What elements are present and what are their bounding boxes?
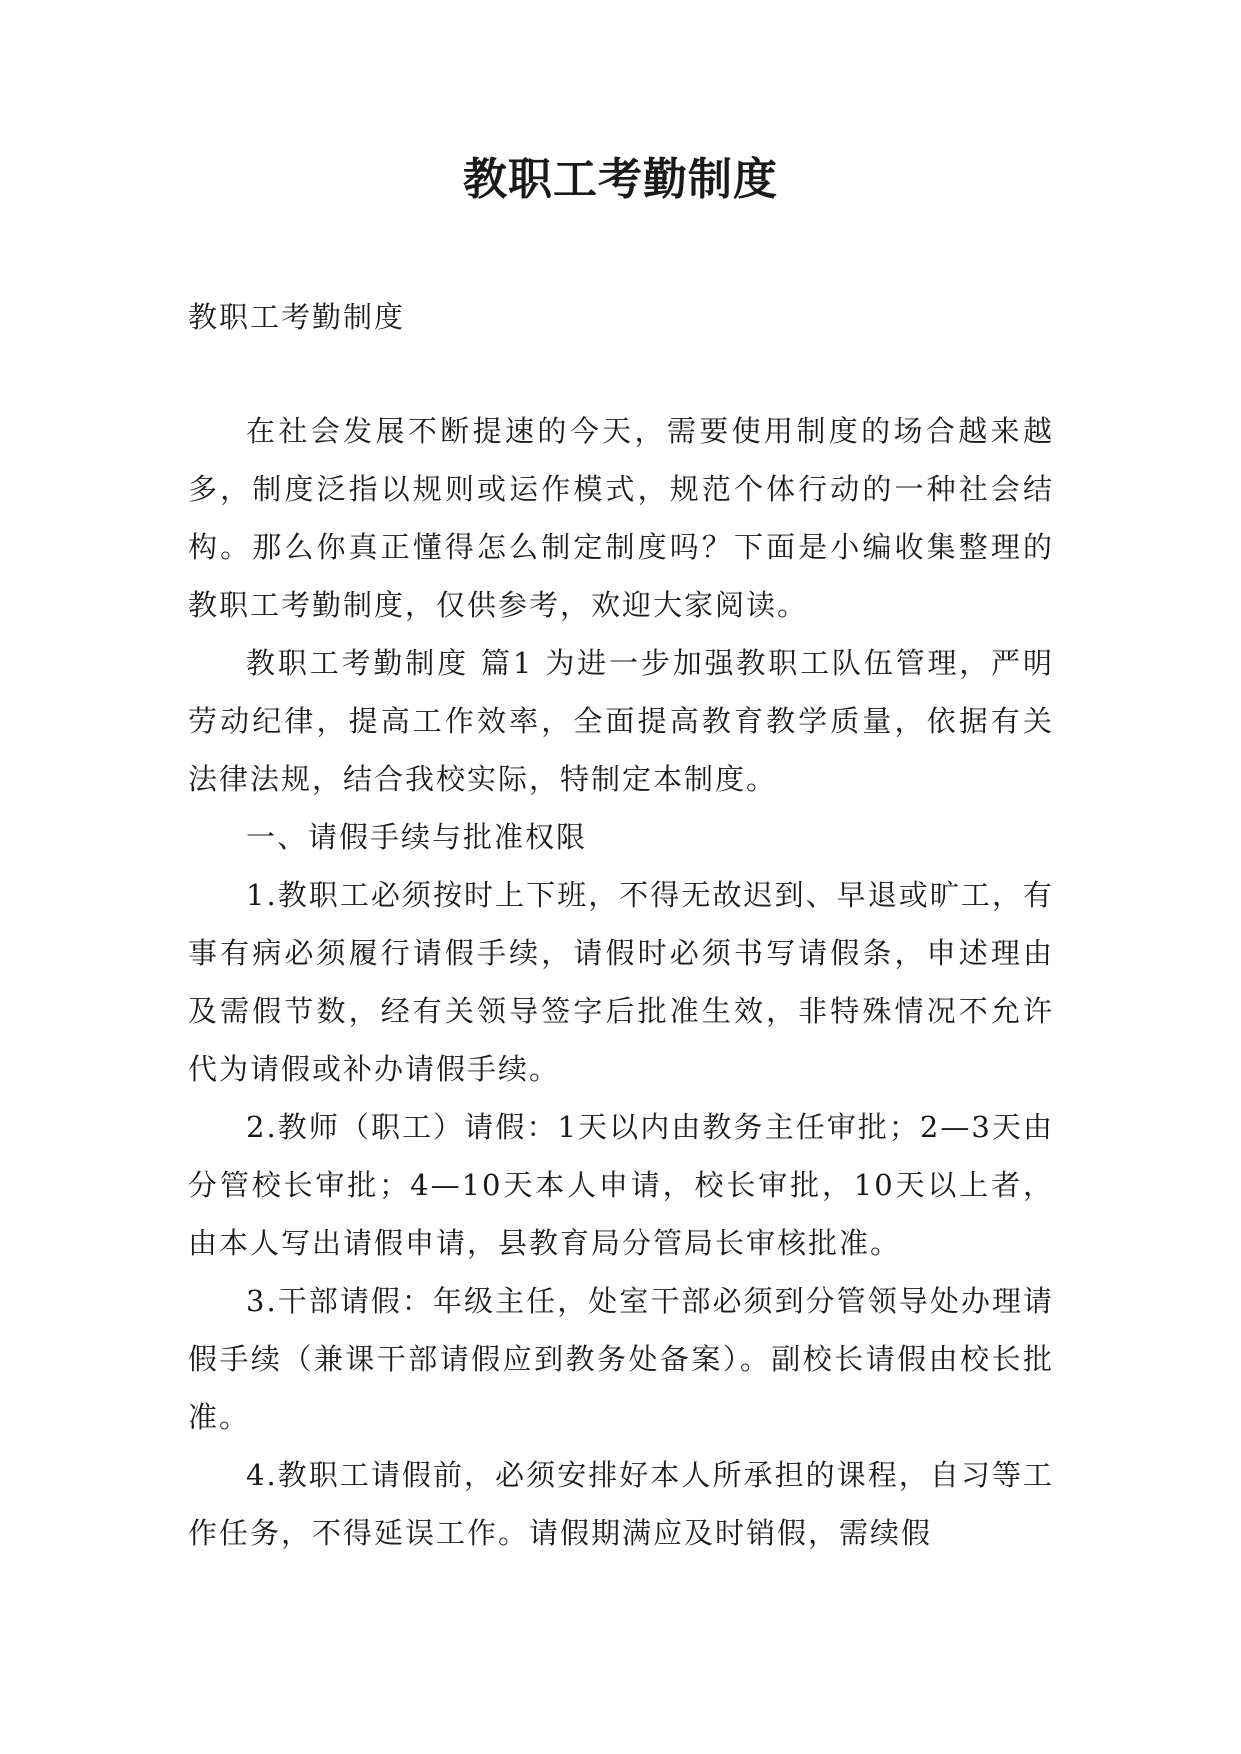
document-title: 教职工考勤制度 [463,154,778,205]
paragraph-rule-1: 1.教职工必须按时上下班，不得无故迟到、早退或旷工，有事有病必须履行请假手续，请假时必须书写请假条，申述理由及需假节数，经有关领导签字后批准生效，非特殊情况不允许代为请假或补办请假手续。 [188,878,1054,1086]
paragraph-section-1: 教职工考勤制度 篇1 为进一步加强教职工队伍管理，严明劳动纪律，提高工作效率，全面提高教育教学质量，依据有关法律法规，结合我校实际，特制定本制度。 [188,646,1054,796]
paragraph-intro: 在社会发展不断提速的今天，需要使用制度的场合越来越多，制度泛指以规则或运作模式，规范个体行动的一种社会结构。那么你真正懂得怎么制定制度吗？下面是小编收集整理的教职工考勤制度，仅供参考，欢迎大家阅读。 [188,414,1054,622]
paragraph-rule-2: 2.教师（职工）请假：1天以内由教务主任审批；2—3天由分管校长审批；4—10天本人申请，校长审批，10天以上者，由本人写出请假申请，县教育局分管局长审核批准。 [188,1110,1054,1260]
document-body [188,402,1054,1562]
paragraph-rule-3: 3.干部请假：年级主任，处室干部必须到分管领导处办理请假手续（兼课干部请假应到教务处备案）。副校长请假由校长批准。 [188,1284,1054,1434]
paragraph-heading-leave: 一、请假手续与批准权限 [246,820,588,854]
paragraph-rule-4: 4.教职工请假前，必须安排好本人所承担的课程，自习等工作任务，不得延误工作。请假期满应及时销假，需续假 [188,1458,1054,1550]
document-subtitle: 教职工考勤制度 [188,300,406,334]
